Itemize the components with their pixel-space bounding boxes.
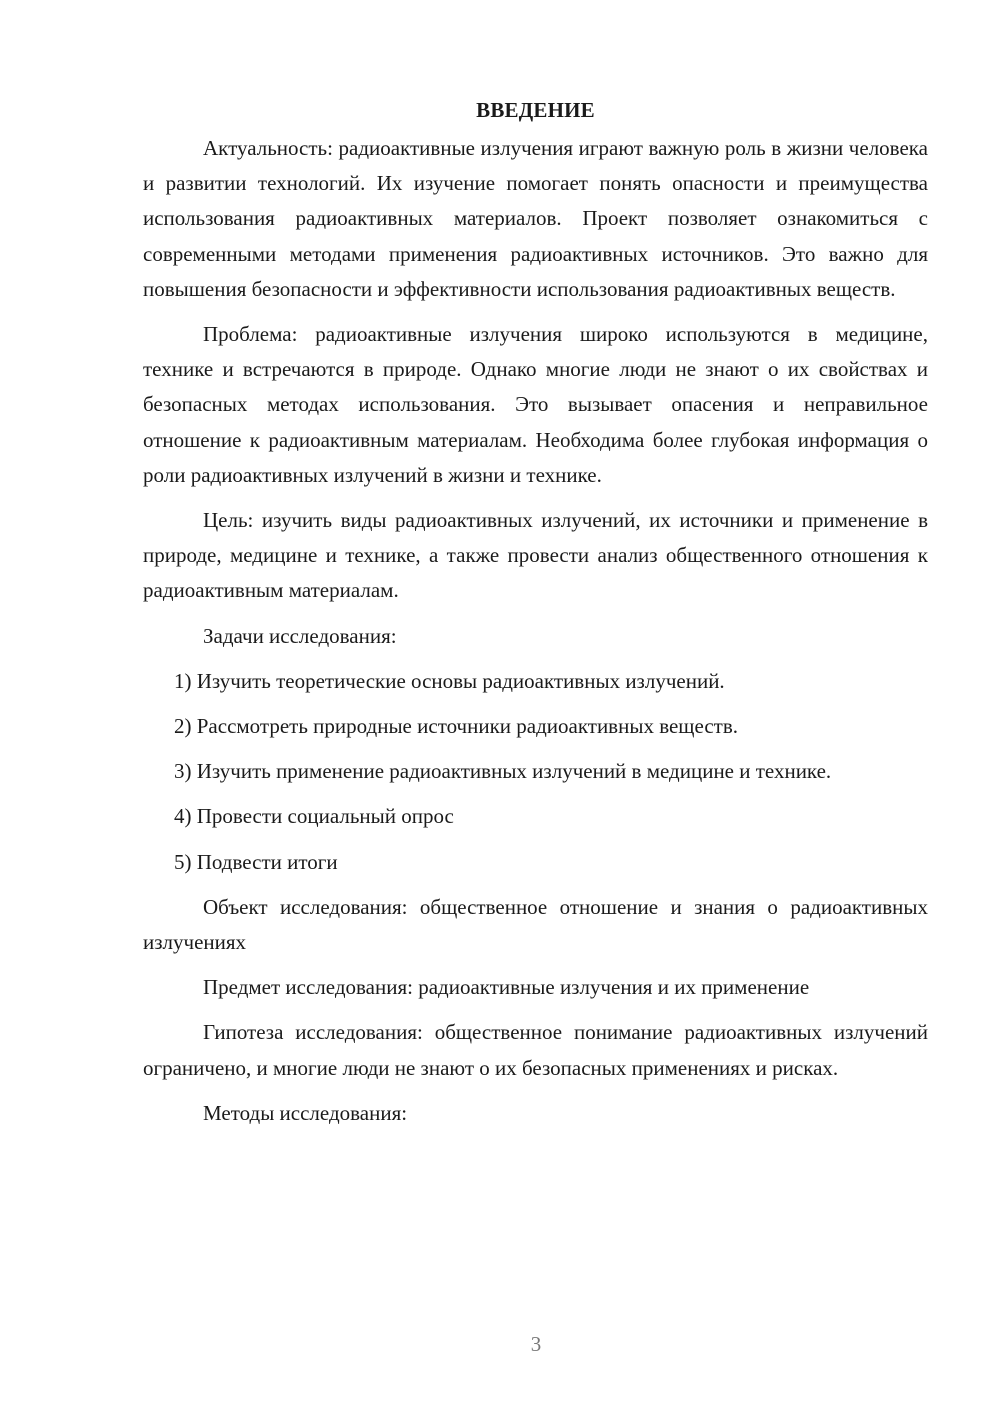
- page-number: 3: [530, 1332, 542, 1356]
- methods-heading: Методы исследования:: [203, 1100, 408, 1125]
- task-item-1: 1) Изучить теоретические основы радиоактивных излучений.: [174, 668, 725, 693]
- task-item-3: 3) Изучить применение радиоактивных излучений в медицине и технике.: [174, 759, 832, 784]
- subject-paragraph: Предмет исследования: радиоактивные излучения и их применение: [203, 975, 810, 1000]
- tasks-heading: Задачи исследования:: [203, 623, 397, 648]
- hypothesis-paragraph: Гипотеза исследования: общественное понимание радиоактивных излучений ограничено, и многие люди не знают о их безопасных применениях и рисках.: [143, 1020, 928, 1080]
- object-paragraph: Объект исследования: общественное отношение и знания о радиоактивных излучениях: [143, 894, 928, 955]
- goal-paragraph: Цель: изучить виды радиоактивных излучений, их источники и применение в природе, медицине и технике, а также провести анализ общественного отношения к радиоактивным материалам.: [143, 508, 928, 603]
- page-title: ВВЕДЕНИЕ: [476, 98, 595, 122]
- task-item-2: 2) Рассмотреть природные источники радиоактивных веществ.: [174, 714, 738, 739]
- document-page: [143, 92, 928, 1141]
- task-item-4: 4) Провести социальный опрос: [174, 804, 454, 829]
- relevance-paragraph: Актуальность: радиоактивные излучения играют важную роль в жизни человека и развитии технологий. Их изучение помогает понять опасности и преимущества использования радиоактивных материалов. Проект позволяет ознакомиться с современными методами применения радиоактивных источников. Это важно для повышения безопасности и эффективности использования радиоактивных веществ.: [143, 136, 928, 301]
- problem-paragraph: Проблема: радиоактивные излучения широко используются в медицине, технике и встречаются в природе. Однако многие люди не знают о их свойствах и безопасных методах использования. Это вызывает опасения и неправильное отношение к радиоактивным материалам. Необходима более глубокая информация о роли радиоактивных излучений в жизни и технике.: [143, 322, 928, 487]
- task-item-5: 5) Подвести итоги: [174, 849, 338, 874]
